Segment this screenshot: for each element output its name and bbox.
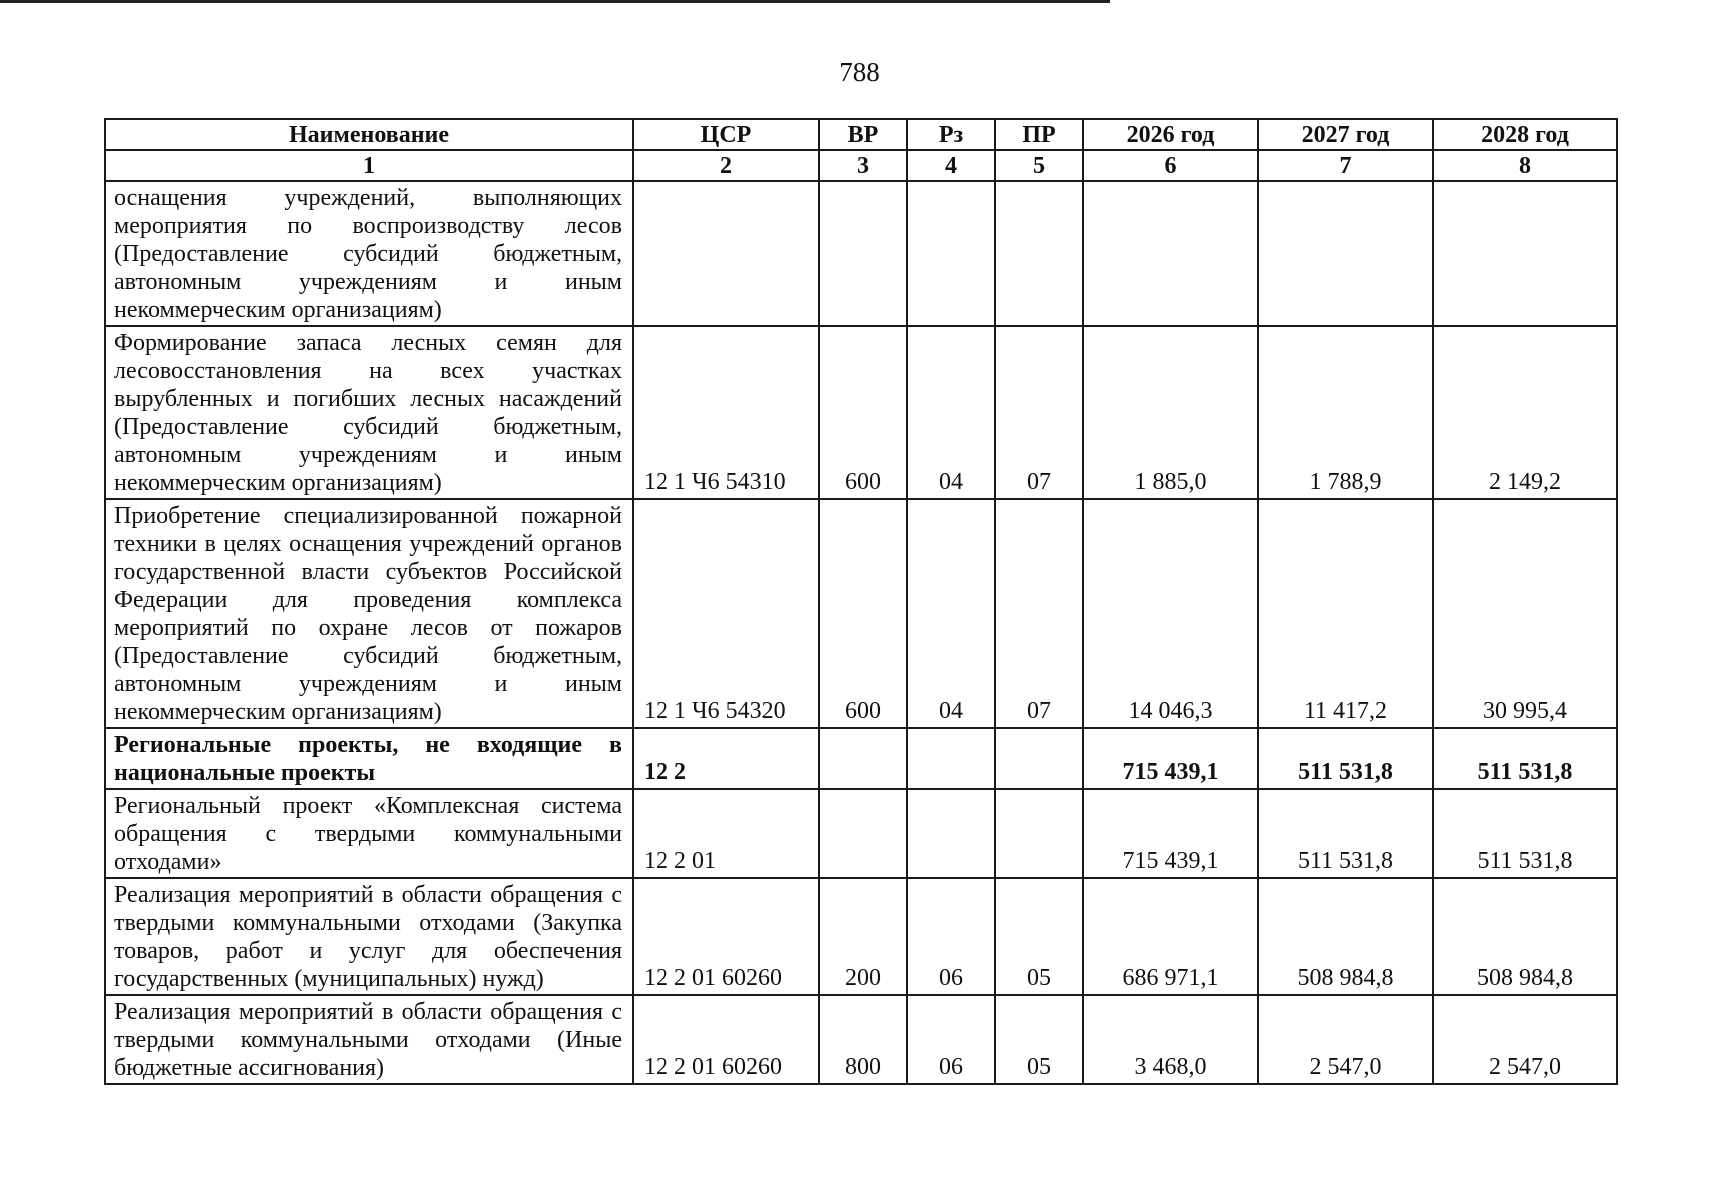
row-2027: 11 417,2: [1258, 499, 1433, 728]
row-2027: [1258, 181, 1433, 326]
table-row: [105, 789, 1617, 878]
row-rz: [907, 181, 995, 326]
row-vr: [819, 789, 907, 878]
header-rz: Рз: [907, 119, 995, 150]
row-rz: [907, 728, 995, 789]
column-number: 3: [819, 150, 907, 181]
table-row: [105, 878, 1617, 995]
row-pr: 05: [995, 878, 1083, 995]
row-name: Реализация мероприятий в области обращения с твердыми коммунальными отходами (Иные бюджетные ассигнования): [105, 995, 633, 1084]
row-2026: 715 439,1: [1083, 789, 1258, 878]
table-row-section: [105, 728, 1617, 789]
row-2026: 686 971,1: [1083, 878, 1258, 995]
budget-table: [104, 118, 1618, 1085]
row-pr: [995, 181, 1083, 326]
row-vr: 600: [819, 326, 907, 499]
column-number: 7: [1258, 150, 1433, 181]
header-2028: 2028 год: [1433, 119, 1617, 150]
row-csr: 12 1 Ч6 54310: [633, 326, 819, 499]
row-name: Приобретение специализированной пожарной техники в целях оснащения учреждений органов государственной власти субъектов Российской Федерации для проведения комплекса мероприятий по охране лесов от пожаров (Предоставление субсидий бюджетным, автономным учреждениям и иным некоммерческим организациям): [105, 499, 633, 728]
row-2028: 2 547,0: [1433, 995, 1617, 1084]
header-2026: 2026 год: [1083, 119, 1258, 150]
table-row: [105, 995, 1617, 1084]
row-rz: 06: [907, 995, 995, 1084]
column-number: 4: [907, 150, 995, 181]
row-2027: 1 788,9: [1258, 326, 1433, 499]
scan-edge-line: [0, 0, 1110, 3]
row-vr: [819, 728, 907, 789]
row-2027: 508 984,8: [1258, 878, 1433, 995]
row-csr: 12 1 Ч6 54320: [633, 499, 819, 728]
row-2028: 508 984,8: [1433, 878, 1617, 995]
row-vr: 800: [819, 995, 907, 1084]
row-vr: 200: [819, 878, 907, 995]
row-vr: 600: [819, 499, 907, 728]
row-csr: [633, 181, 819, 326]
column-number: 6: [1083, 150, 1258, 181]
row-name: оснащения учреждений, выполняющих мероприятия по воспроизводству лесов (Предоставление субсидий бюджетным, автономным учреждениям и иным некоммерческим организациям): [105, 181, 633, 326]
row-2026: 3 468,0: [1083, 995, 1258, 1084]
row-csr: 12 2 01 60260: [633, 878, 819, 995]
row-name: Формирование запаса лесных семян для лесовосстановления на всех участках вырубленных и погибших лесных насаждений (Предоставление субсидий бюджетным, автономным учреждениям и иным некоммерческим организациям): [105, 326, 633, 499]
column-number: 5: [995, 150, 1083, 181]
row-rz: 04: [907, 326, 995, 499]
table-row: [105, 499, 1617, 728]
table-row: [105, 181, 1617, 326]
row-2027: 2 547,0: [1258, 995, 1433, 1084]
row-2028: 30 995,4: [1433, 499, 1617, 728]
row-2026: 1 885,0: [1083, 326, 1258, 499]
header-pr: ПР: [995, 119, 1083, 150]
row-csr: 12 2 01 60260: [633, 995, 819, 1084]
column-number: 8: [1433, 150, 1617, 181]
row-2028: 511 531,8: [1433, 789, 1617, 878]
row-pr: 07: [995, 499, 1083, 728]
row-pr: 07: [995, 326, 1083, 499]
header-vr: ВР: [819, 119, 907, 150]
row-pr: [995, 789, 1083, 878]
header-csr: ЦСР: [633, 119, 819, 150]
header-row: [105, 119, 1617, 150]
header-name: Наименование: [105, 119, 633, 150]
row-name: Реализация мероприятий в области обращения с твердыми коммунальными отходами (Закупка товаров, работ и услуг для обеспечения государственных (муниципальных) нужд): [105, 878, 633, 995]
row-name: Региональный проект «Комплексная система обращения с твердыми коммунальными отходами»: [105, 789, 633, 878]
row-name: Региональные проекты, не входящие в национальные проекты: [105, 728, 633, 789]
row-2027: 511 531,8: [1258, 789, 1433, 878]
row-csr: 12 2: [633, 728, 819, 789]
row-2028: [1433, 181, 1617, 326]
row-pr: [995, 728, 1083, 789]
column-number: 2: [633, 150, 819, 181]
row-rz: 06: [907, 878, 995, 995]
page-number: 788: [839, 57, 880, 87]
row-rz: [907, 789, 995, 878]
table-row: [105, 326, 1617, 499]
row-csr: 12 2 01: [633, 789, 819, 878]
row-2026: 14 046,3: [1083, 499, 1258, 728]
row-2026: 715 439,1: [1083, 728, 1258, 789]
row-2028: 2 149,2: [1433, 326, 1617, 499]
column-number: 1: [105, 150, 633, 181]
row-2027: 511 531,8: [1258, 728, 1433, 789]
row-vr: [819, 181, 907, 326]
column-number-row: [105, 150, 1617, 181]
header-2027: 2027 год: [1258, 119, 1433, 150]
row-pr: 05: [995, 995, 1083, 1084]
row-rz: 04: [907, 499, 995, 728]
row-2028: 511 531,8: [1433, 728, 1617, 789]
row-2026: [1083, 181, 1258, 326]
